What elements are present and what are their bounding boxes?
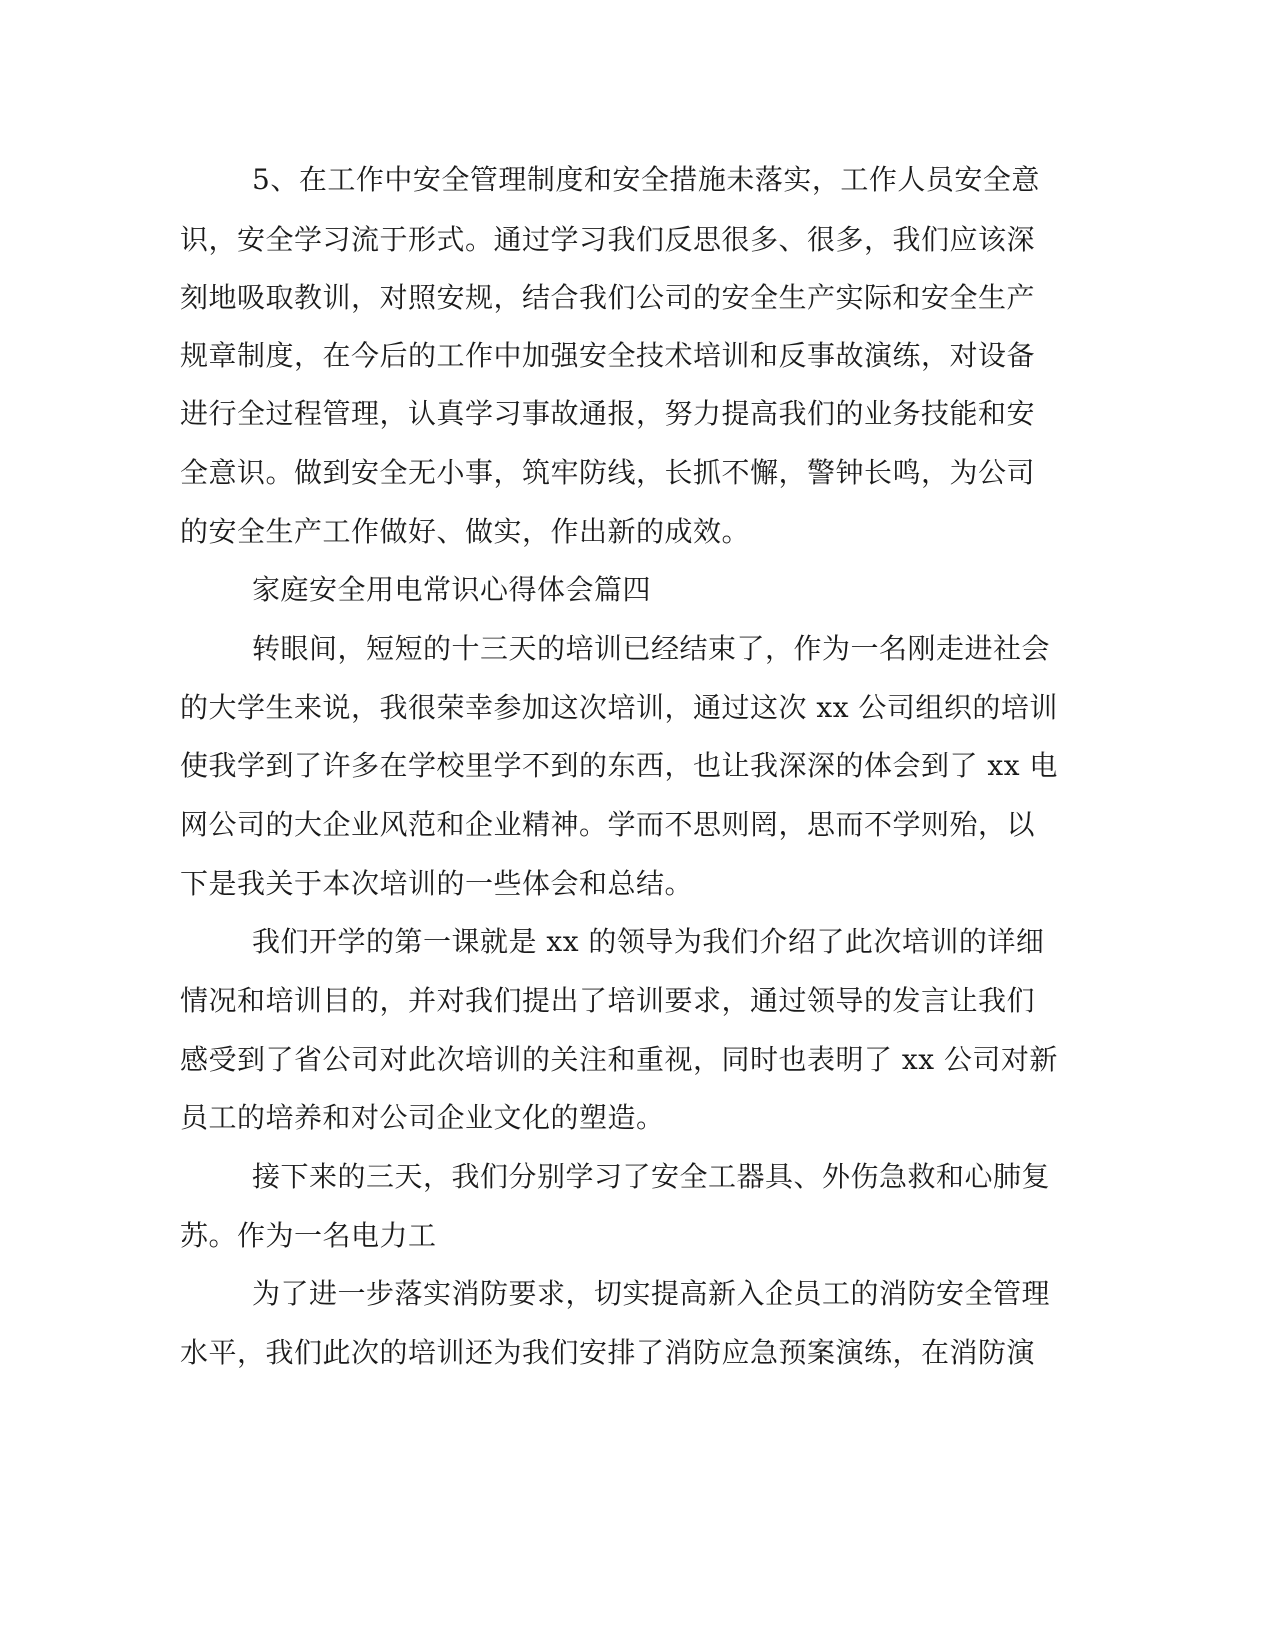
text-line: 下是我关于本次培训的一些体会和总结。 <box>180 867 694 900</box>
text-line: 员工的培养和对公司企业文化的塑造。 <box>180 1101 665 1134</box>
text-line: 网公司的大企业风范和企业精神。学而不思则罔，思而不学则殆，以 <box>180 808 1036 841</box>
text-line: 使我学到了许多在学校里学不到的东西，也让我深深的体会到了 xx 电 <box>180 749 1058 782</box>
text-line: 全意识。做到安全无小事，筑牢防线，长抓不懈，警钟长鸣，为公司 <box>180 456 1036 489</box>
text-line: 规章制度，在今后的工作中加强安全技术培训和反事故演练，对设备 <box>180 339 1036 372</box>
text-line: 刻地吸取教训，对照安规，结合我们公司的安全生产实际和安全生产 <box>180 281 1036 314</box>
text-line: 水平，我们此次的培训还为我们安排了消防应急预案演练，在消防演 <box>180 1336 1036 1369</box>
text-line: 的安全生产工作做好、做实，作出新的成效。 <box>180 515 751 548</box>
text-line: 进行全过程管理，认真学习事故通报，努力提高我们的业务技能和安 <box>180 397 1036 430</box>
text-line: 5、在工作中安全管理制度和安全措施未落实，工作人员安全意 <box>252 163 1040 196</box>
text-line: 情况和培训目的，并对我们提出了培训要求，通过领导的发言让我们 <box>180 984 1036 1017</box>
text-line: 苏。作为一名电力工 <box>180 1219 437 1252</box>
text-line: 我们开学的第一课就是 xx 的领导为我们介绍了此次培训的详细 <box>252 925 1045 958</box>
section-heading: 家庭安全用电常识心得体会篇四 <box>252 573 652 606</box>
text-line: 转眼间，短短的十三天的培训已经结束了，作为一名刚走进社会 <box>252 632 1051 665</box>
text-line: 的大学生来说，我很荣幸参加这次培训，通过这次 xx 公司组织的培训 <box>180 691 1058 724</box>
text-line: 为了进一步落实消防要求，切实提高新入企员工的消防安全管理 <box>252 1277 1051 1310</box>
text-line: 接下来的三天，我们分别学习了安全工器具、外伤急救和心肺复 <box>252 1160 1051 1193</box>
text-line: 感受到了省公司对此次培训的关注和重视，同时也表明了 xx 公司对新 <box>180 1043 1058 1076</box>
text-line: 识，安全学习流于形式。通过学习我们反思很多、很多，我们应该深 <box>180 223 1036 256</box>
